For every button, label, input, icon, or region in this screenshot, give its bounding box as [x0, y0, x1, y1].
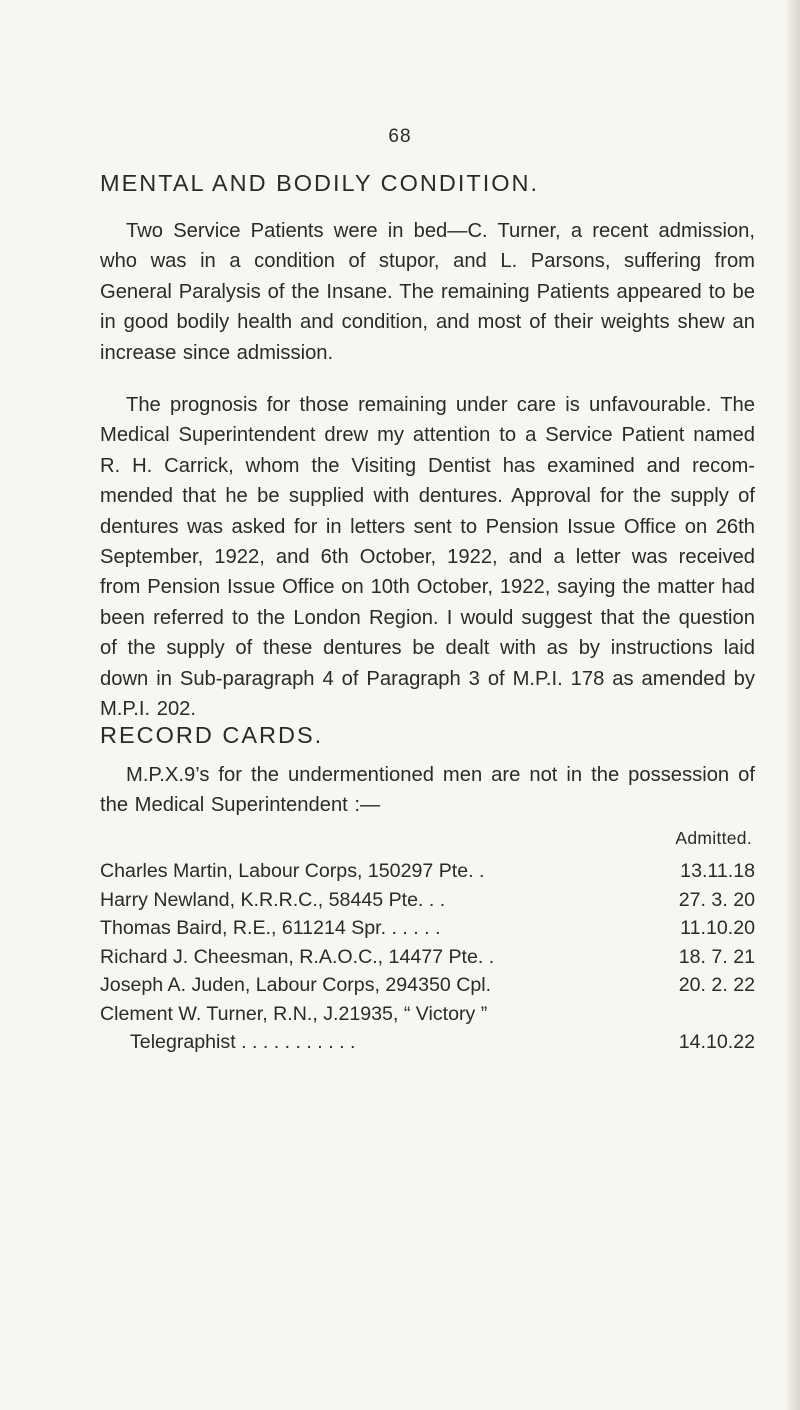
section-heading-mental-condition: MENTAL AND BODILY CONDITION.: [100, 170, 540, 196]
record-admitted-date: 20. 2. 22: [678, 974, 755, 996]
record-admitted-date: 27. 3. 20: [678, 888, 755, 911]
record-name: Richard J. Cheesman, R.A.O.C., 14477 Pte. .: [100, 945, 495, 968]
record-name: Telegraphist . . . . . . . . . . .: [130, 1031, 356, 1053]
record-admitted-date: 14.10.22: [678, 1031, 755, 1053]
record-cards-list: [100, 857, 755, 1057]
record-row: [100, 914, 755, 943]
paragraph-prognosis: The prognosis for those remaining under care is unfavourable. The Medical Superintendent drew my attention to a Service Patient named R. H. Carrick, whom the Visiting Dentist has examined and recom-mended that he be supplied with dentures. Approval for the supply of dentures was asked for in letters sent to Pension Issue Office on 26th September, 1922, and 6th October, 1922, and a letter was received from Pension Issue Office on 10th October, 1922, saying the matter had been referred to the London Region. I would suggest that the question of the supply of these dentures be dealt with as by instructions laid down in Sub-paragraph 4 of Paragraph 3 of M.P.I. 178 as amended by M.P.I. 202.: [100, 394, 755, 721]
record-row: [100, 857, 755, 886]
record-row: [100, 886, 755, 915]
record-row: [100, 1028, 755, 1057]
paragraph-record-cards-intro: M.P.X.9’s for the undermentioned men are not in the possession of the Medical Superintendent :—: [100, 764, 755, 817]
page-number: 68: [388, 126, 412, 147]
record-name: Joseph A. Juden, Labour Corps, 294350 Cpl.: [100, 974, 492, 996]
section-heading-record-cards: RECORD CARDS.: [100, 722, 324, 748]
record-name: Clement W. Turner, R.N., J.21935, “ Victory ”: [100, 1002, 488, 1025]
record-admitted-date: 13.11.18: [680, 860, 755, 882]
record-name: Harry Newland, K.R.R.C., 58445 Pte. . .: [100, 888, 446, 911]
record-name: Charles Martin, Labour Corps, 150297 Pte. .: [100, 860, 485, 882]
admitted-column-heading: Admitted.: [675, 828, 752, 848]
page-edge-shadow: [786, 0, 800, 1410]
record-row: [100, 971, 755, 1000]
paragraph-service-patients: Two Service Patients were in bed—C. Turner, a recent admission, who was in a condition of stupor, and L. Parsons, suffering from General Paralysis of the Insane. The remaining Patients appeared to be in good bodily health and condition, and most of their weights shew an increase since admission.: [100, 220, 755, 364]
record-row: [100, 1000, 755, 1029]
record-admitted-date: 11.10.20: [680, 917, 755, 939]
record-row: [100, 943, 755, 972]
record-admitted-date: 18. 7. 21: [678, 945, 755, 968]
record-name: Thomas Baird, R.E., 611214 Spr. . . . . .: [100, 917, 441, 939]
